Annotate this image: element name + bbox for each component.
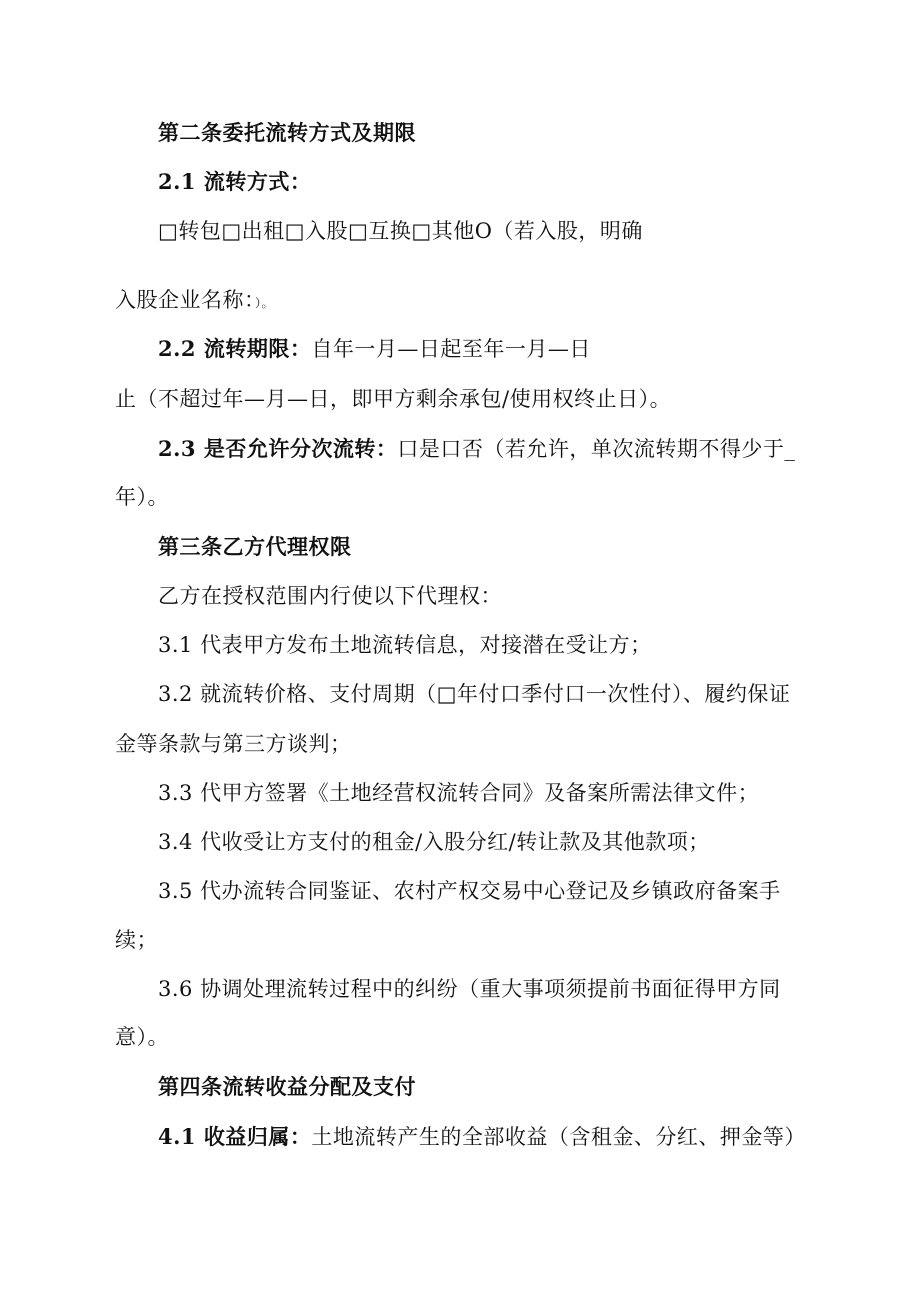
clause-3-1: 3.1 代表甲方发布土地流转信息，对接潜在受让方； <box>158 633 652 657</box>
clause-3-3: 3.3 代甲方签署《土地经营权流转合同》及备案所需法律文件； <box>158 781 760 805</box>
clause-2-1-label: 2.1 流转方式： <box>158 169 312 194</box>
clause-4-1-label: 4.1 收益归属： <box>158 1124 312 1149</box>
clause-3-5: 3.5 代办流转合同鉴证、农村产权交易中心登记及乡镇政府备案手 <box>158 879 781 903</box>
clause-2-2-label: 2.2 流转期限： <box>158 336 312 361</box>
section-3-intro: 乙方在授权范围内行使以下代理权： <box>158 584 502 608</box>
clause-2-3-text: 口是口否（若允许，单次流转期不得少于_ <box>397 437 796 461</box>
clause-2-3 <box>158 436 795 462</box>
clause-3-4: 3.4 代收受让方支付的租金/入股分红/转让款及其他款项； <box>158 830 710 854</box>
company-name-label: 入股企业名称： <box>115 288 255 312</box>
clause-2-1-company <box>115 287 274 316</box>
clause-3-2: 3.2 就流转价格、支付周期（□年付口季付口一次性付）、履约保证 <box>158 682 791 706</box>
section-3-title: 第三条乙方代理权限 <box>158 534 352 559</box>
clause-3-6-continued: 意）。 <box>115 1025 169 1049</box>
clause-2-2-continued: 止（不超过年—月—日，即甲方剩余承包/使用权终止日）。 <box>115 387 672 411</box>
company-name-tail: ）。 <box>255 296 275 310</box>
section-2-title: 第二条委托流转方式及期限 <box>158 120 416 145</box>
clause-4-1 <box>158 1124 806 1150</box>
clause-3-5-continued: 续； <box>115 928 158 952</box>
clause-2-3-continued: 年）。 <box>115 485 169 509</box>
clause-2-2-text: 自年一月—日起至年一月—日 <box>311 337 591 361</box>
clause-3-2-continued: 金等条款与第三方谈判； <box>115 732 352 756</box>
clause-4-1-text: 土地流转产生的全部收益（含租金、分红、押金等） <box>311 1125 806 1149</box>
clause-2-3-label: 2.3 是否允许分次流转： <box>158 436 398 461</box>
clause-3-6: 3.6 协调处理流转过程中的纠纷（重大事项须提前书面征得甲方同 <box>158 977 781 1001</box>
clause-2-1 <box>158 169 311 195</box>
clause-2-1-options: □转包□出租□入股□互换□其他O（若入股，明确 <box>158 219 643 243</box>
clause-2-2 <box>158 336 591 362</box>
section-4-title: 第四条流转收益分配及支付 <box>158 1074 416 1099</box>
